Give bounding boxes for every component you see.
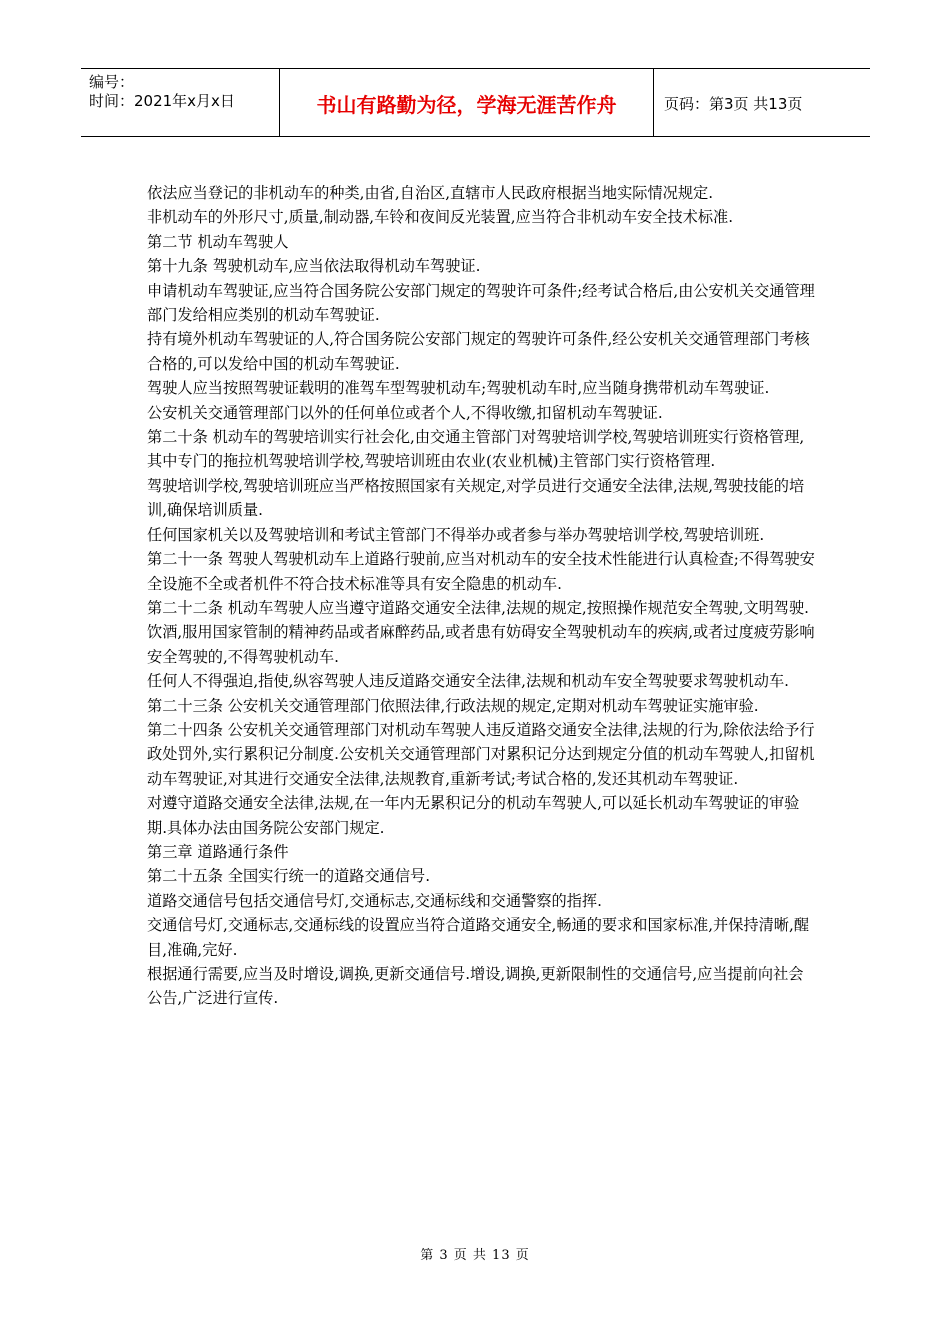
- article-paragraph: 第二十三条 公安机关交通管理部门依照法律,行政法规的规定,定期对机动车驾驶证实施审验.: [147, 696, 759, 715]
- article-paragraph: 第二十四条 公安机关交通管理部门对机动车驾驶人违反道路交通安全法律,法规的行为,除依法给予行政处罚外,实行累积记分制度.公安机关交通管理部门对累积记分达到规定分值的机动车驾驶人,扣留机动车驾驶证,对其进行交通安全法律,法规教育,重新考试;考试合格的,发还其机动车驾驶证.: [147, 720, 815, 788]
- paragraph: 任何人不得强迫,指使,纵容驾驶人违反道路交通安全法律,法规和机动车安全驾驶要求驾驶机动车.: [147, 672, 789, 691]
- header-motto: 书山有路勤为径，学海无涯苦作舟: [280, 69, 654, 136]
- article-paragraph: 第十九条 驾驶机动车,应当依法取得机动车驾驶证.: [147, 257, 481, 276]
- section-heading: 第二节 机动车驾驶人: [147, 232, 289, 251]
- paragraph: 任何国家机关以及驾驶培训和考试主管部门不得举办或者参与举办驾驶培训学校,驾驶培训班.: [147, 525, 765, 544]
- paragraph: 道路交通信号包括交通信号灯,交通标志,交通标线和交通警察的指挥.: [147, 891, 602, 910]
- article-paragraph: 第二十一条 驾驶人驾驶机动车上道路行驶前,应当对机动车的安全技术性能进行认真检查;不得驾驶安全设施不全或者机件不符合技术标准等具有安全隐患的机动车.: [147, 550, 815, 593]
- paragraph: 驾驶培训学校,驾驶培训班应当严格按照国家有关规定,对学员进行交通安全法律,法规,驾驶技能的培训,确保培训质量.: [147, 476, 805, 520]
- chapter-heading: 第三章 道路通行条件: [147, 842, 289, 861]
- document-body: [147, 181, 815, 1011]
- paragraph: 依法应当登记的非机动车的种类,由省,自治区,直辖市人民政府根据当地实际情况规定.: [147, 184, 714, 202]
- paragraph: 交通信号灯,交通标志,交通标线的设置应当符合道路交通安全,畅通的要求和国家标准,并保持清晰,醒目,准确,完好.: [147, 916, 810, 959]
- document-date: 时间：2021年x月x日: [89, 92, 235, 110]
- paragraph: 根据通行需要,应当及时增设,调换,更新交通信号.增设,调换,更新限制性的交通信号,应当提前向社会公告,广泛进行宣传.: [147, 965, 804, 1008]
- paragraph: 饮酒,服用国家管制的精神药品或者麻醉药品,或者患有妨碍安全驾驶机动车的疾病,或者过度疲劳影响安全驾驶的,不得驾驶机动车.: [147, 623, 815, 666]
- header-meta: [81, 69, 280, 136]
- page-header: [81, 68, 870, 137]
- article-paragraph: 第二十五条 全国实行统一的道路交通信号.: [147, 867, 431, 886]
- paragraph: 驾驶人应当按照驾驶证载明的准驾车型驾驶机动车;驾驶机动车时,应当随身携带机动车驾驶证.: [147, 379, 770, 398]
- header-page-info: 页码：第3页 共13页: [664, 95, 803, 113]
- paragraph: 对遵守道路交通安全法律,法规,在一年内无累积记分的机动车驾驶人,可以延长机动车驾驶证的审验期.具体办法由国务院公安部门规定.: [147, 794, 800, 837]
- document-number-label: 编号：: [89, 73, 135, 91]
- paragraph: 持有境外机动车驾驶证的人,符合国务院公安部门规定的驾驶许可条件,经公安机关交通管理部门考核合格的,可以发给中国的机动车驾驶证.: [147, 330, 810, 373]
- article-paragraph: 第二十二条 机动车驾驶人应当遵守道路交通安全法律,法规的规定,按照操作规范安全驾驶,文明驾驶.: [147, 598, 810, 617]
- paragraph: 公安机关交通管理部门以外的任何单位或者个人,不得收缴,扣留机动车驾驶证.: [147, 403, 663, 422]
- article-paragraph: 第二十条 机动车的驾驶培训实行社会化,由交通主管部门对驾驶培训学校,驾驶培训班实行资格管理,其中专门的拖拉机驾驶培训学校,驾驶培训班由农业(农业机械)主管部门实行资格管理.: [147, 428, 805, 471]
- page-footer: 第 3 页 共 13 页: [420, 1248, 530, 1263]
- paragraph: 非机动车的外形尺寸,质量,制动器,车铃和夜间反光装置,应当符合非机动车安全技术标准.: [147, 208, 734, 227]
- paragraph: 申请机动车驾驶证,应当符合国务院公安部门规定的驾驶许可条件;经考试合格后,由公安机关交通管理部门发给相应类别的机动车驾驶证.: [147, 281, 815, 325]
